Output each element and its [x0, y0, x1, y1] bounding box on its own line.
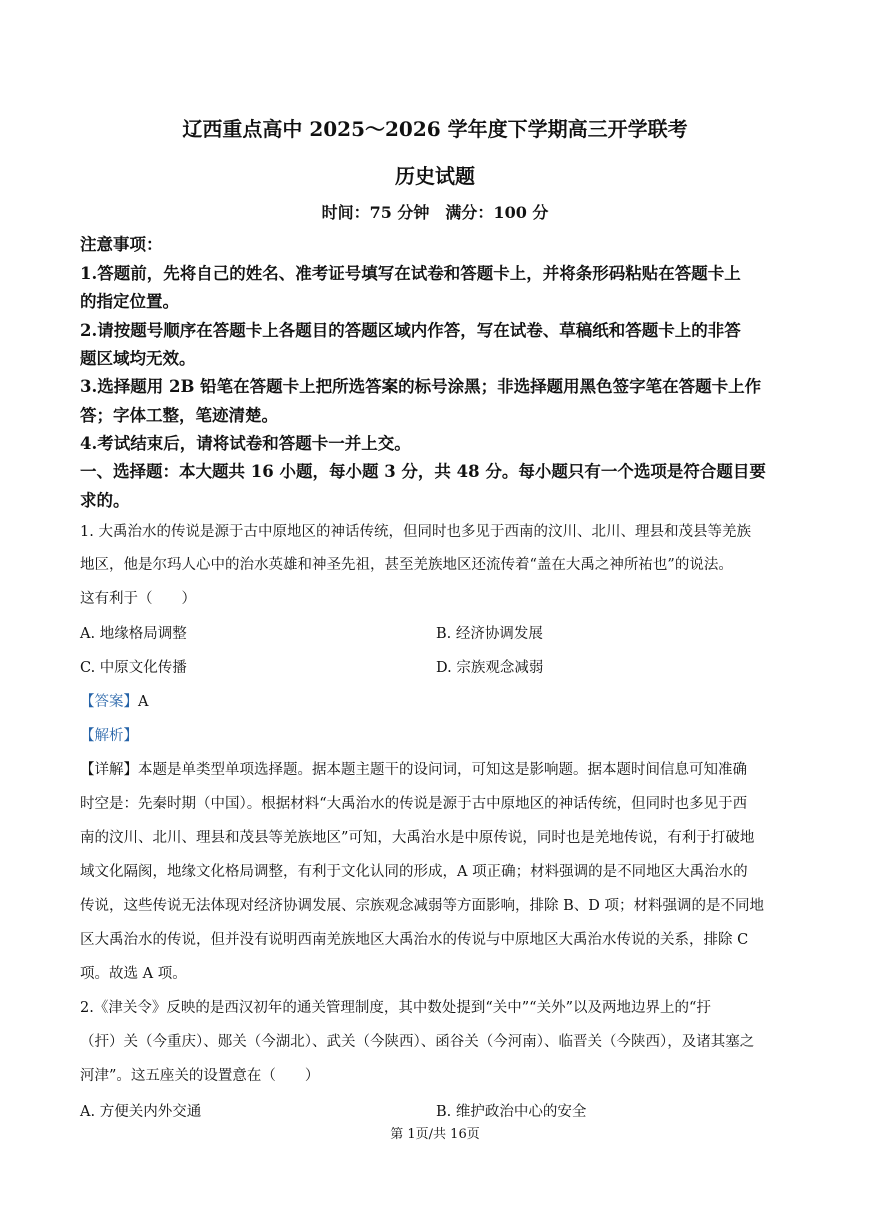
- question-stem: 河津”。这五座关的设置意在（ ）: [80, 1068, 320, 1084]
- question-stem: 2.《津关令》反映的是西汉初年的通关管理制度，其中数处提到“关中”“关外”以及两地边界上的“扜: [80, 1000, 711, 1016]
- detail-text: 本题是单类型单项选择题。据本题主题干的设问词，可知这是影响题。据本题时间信息可知准确: [138, 762, 747, 778]
- detail-line: 时空是：先秦时期（中国）。根据材料“大禹治水的传说是源于古中原地区的神话传统，但同时也多见于西: [80, 796, 748, 812]
- question-stem: 地区，他是尔玛人心中的治水英雄和神圣先祖，甚至羌族地区还流传着“盖在大禹之神所祐也”的说法。: [80, 557, 733, 573]
- notice-line: 3.选择题用 2B 铅笔在答题卡上把所选答案的标号涂黑；非选择题用黑色签字笔在答题卡上作: [80, 377, 762, 396]
- time-info: 时间：75 分钟 满分：100 分: [321, 203, 549, 222]
- section-heading: 求的。: [80, 491, 130, 510]
- detail-line: 传说，这些传说无法体现对经济协调发展、宗族观念减弱等方面影响，排除 B、D 项；材料强调的是不同地: [80, 898, 764, 914]
- answer-tag: 【答案】: [80, 694, 138, 710]
- detail-line: 南的汶川、北川、理县和茂县等羌族地区”可知，大禹治水是中原传说，同时也是羌地传说，有利于打破地: [80, 830, 755, 846]
- answer-line: [80, 690, 148, 711]
- notice-line: 题区域均无效。: [80, 349, 196, 368]
- detail-line: [80, 758, 747, 779]
- question-stem: 1. 大禹治水的传说是源于古中原地区的神话传统，但同时也多见于西南的汶川、北川、理县和茂县等羌族: [80, 524, 751, 540]
- notice-heading: 注意事项：: [80, 235, 163, 254]
- subject-title: 历史试题: [395, 164, 475, 188]
- notice-line: 2.请按题号顺序在答题卡上各题目的答题区域内作答，写在试卷、草稿纸和答题卡上的非答: [80, 321, 741, 340]
- option-b: B. 经济协调发展: [436, 626, 543, 642]
- option-c: C. 中原文化传播: [80, 660, 187, 676]
- detail-line: 项。故选 A 项。: [80, 966, 187, 982]
- page-number: 第 1页/共 16页: [390, 1127, 480, 1142]
- option-d: D. 宗族观念减弱: [436, 660, 544, 676]
- analysis-tag: 【解析】: [80, 728, 138, 744]
- question-stem: （扞）关（今重庆）、郧关（今湖北）、武关（今陕西）、函谷关（今河南）、临晋关（今陕西），及诸其塞之: [80, 1034, 755, 1050]
- option-a: A. 方便关内外交通: [80, 1104, 202, 1120]
- notice-line: 答；字体工整，笔迹清楚。: [80, 406, 278, 425]
- answer-value: A: [138, 694, 149, 710]
- notice-line: 1.答题前，先将自己的姓名、准考证号填写在试卷和答题卡上，并将条形码粘贴在答题卡上: [80, 264, 741, 283]
- question-stem: 这有利于（ ）: [80, 591, 196, 607]
- option-b: B. 维护政治中心的安全: [436, 1104, 587, 1120]
- notice-line: 4.考试结束后，请将试卷和答题卡一并上交。: [80, 434, 411, 453]
- exam-title: 辽西重点高中 2025～2026 学年度下学期高三开学联考: [182, 117, 688, 141]
- detail-line: 域文化隔阂，地缘文化格局调整，有利于文化认同的形成，A 项正确；材料强调的是不同地区大禹治水的: [80, 864, 748, 880]
- option-a: A. 地缘格局调整: [80, 626, 187, 642]
- notice-line: 的指定位置。: [80, 292, 179, 311]
- section-heading: 一、选择题：本大题共 16 小题，每小题 3 分，共 48 分。每小题只有一个选项是符合题目要: [80, 462, 766, 481]
- detail-line: 区大禹治水的传说，但并没有说明西南羌族地区大禹治水的传说与中原地区大禹治水传说的关系，排除 C: [80, 932, 749, 948]
- detail-tag: 【详解】: [80, 762, 138, 778]
